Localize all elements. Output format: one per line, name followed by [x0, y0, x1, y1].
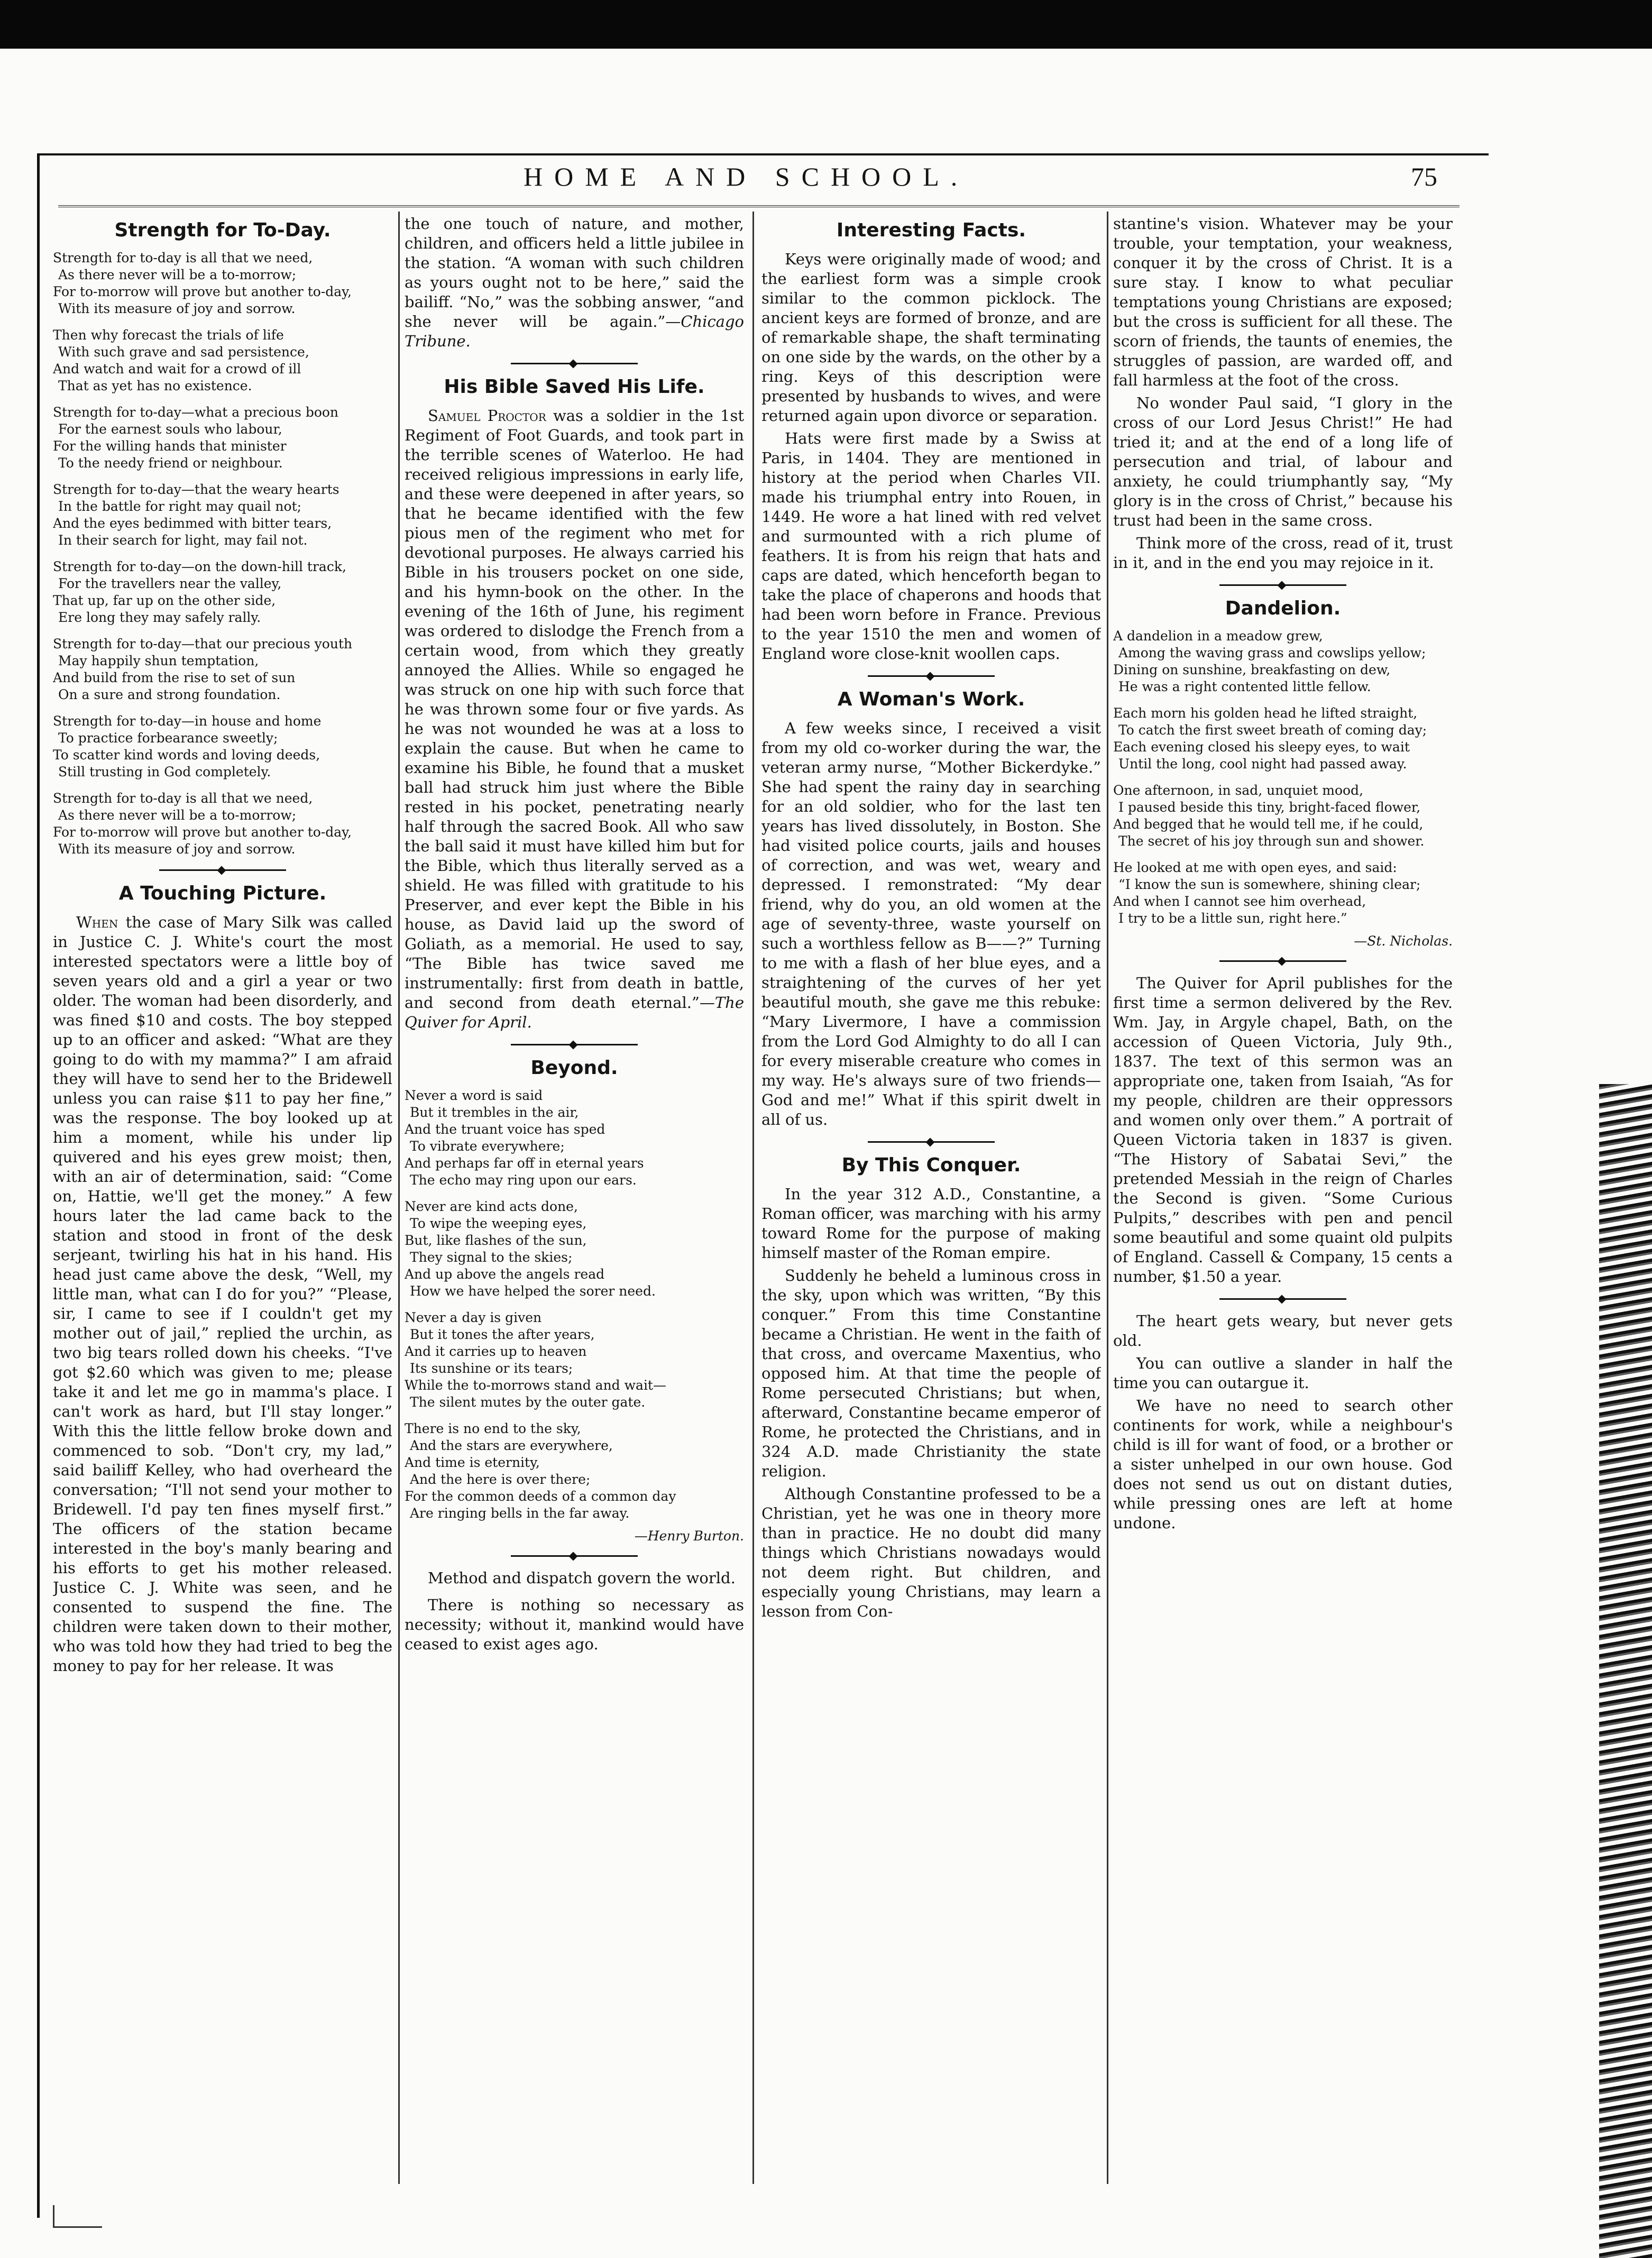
poem-line: With its measure of joy and sorrow. [58, 301, 296, 316]
poem-line: In the battle for right may quail not; [58, 499, 302, 514]
poem-line: Each evening closed his sleepy eyes, to wait [1113, 739, 1410, 755]
bible-title: His Bible Saved His Life. [444, 376, 705, 398]
column-4 [1113, 214, 1453, 2181]
poem-line: To vibrate everywhere; [410, 1139, 565, 1154]
facts-hats: Hats were first made by a Swiss at Paris, in 1404. They are mentioned in history at the period when Charles VII. made his triumphal entry into Rouen, in 1449. He wore a hat lined with red velvet and surmounted with a rich plume of feathers. It is from his reign that hats and caps are dated, which henceforth began to take the place of chaperons and hoods that had been worn before in France. Previous to the year 1510 the men and women of England wore close-knit woollen caps. [761, 429, 1101, 663]
dandelion-title: Dandelion. [1225, 598, 1341, 619]
poem-line: Still trusting in God completely. [58, 764, 271, 779]
column-1 [53, 214, 392, 2181]
poem-stanza [1113, 782, 1453, 850]
poem-line: To the needy friend or neighbour. [58, 455, 283, 471]
facts-keys: Keys were originally made of wood; and the earliest form was a simple crook similar to the common picklock. The ancient keys are formed of bronze, and are of remarkable shape, the shaft terminating on one side by the wards, on the other by a ring. Keys of this description were presented by husbands to wives, and were returned again upon divorce or separation. [761, 250, 1101, 425]
poem-stanza [53, 327, 392, 394]
section-divider [1219, 960, 1346, 962]
conquer-continued: stantine's vision. Whatever may be your trouble, your temptation, your weakness, conquer it by the cross of Christ. It is a sure stay. I know to what peculiar temptations young Christians are exposed; but the cross is sufficient for all these. The scorn of friends, the taunts of enemies, the struggles of passion, are warded off, and fall harmless at the foot of the cross. [1113, 215, 1453, 389]
page-top-shadow [0, 0, 1652, 49]
poem-line: To scatter kind words and loving deeds, [53, 747, 320, 763]
poem-stanza [405, 1420, 744, 1522]
strength-poem [53, 250, 392, 858]
search-paragraph: We have no need to search other continents for work, while a neighbour's child is ill for want of food, or a brother or a sister unhelped in our own house. God does not send us out on distant duties, while pressing ones are left at home undone. [1113, 1397, 1453, 1532]
method-paragraph: Method and dispatch govern the world. [428, 1569, 736, 1587]
poem-line: The silent mutes by the outer gate. [410, 1394, 646, 1410]
poem-line: The echo may ring upon our ears. [410, 1172, 637, 1188]
column-rule [752, 212, 754, 2184]
poem-line: One afternoon, in sad, unquiet mood, [1113, 783, 1364, 798]
poem-line: And time is eternity, [405, 1455, 540, 1470]
poem-stanza [1113, 859, 1453, 927]
poem-line: And when I cannot see him overhead, [1113, 894, 1366, 909]
beyond-poem [405, 1087, 744, 1522]
poem-line: And it carries up to heaven [405, 1344, 587, 1359]
poem-line: Strength for to-day—on the down-hill track, [53, 559, 346, 574]
poem-line: May happily shun temptation, [58, 653, 259, 668]
poem-line: And the eyes bedimmed with bitter tears, [53, 516, 332, 531]
slander-paragraph: You can outlive a slander in half the time you can outargue it. [1113, 1354, 1453, 1392]
poem-line: Strength for to-day is all that we need, [53, 791, 313, 806]
poem-stanza [53, 481, 392, 549]
poem-stanza [53, 790, 392, 858]
poem-line: There is no end to the sky, [405, 1421, 581, 1436]
poem-stanza [1113, 705, 1453, 773]
section-divider [159, 869, 286, 871]
section-divider [511, 363, 638, 364]
poem-line: Strength for to-day is all that we need, [53, 250, 313, 265]
poem-line: And build from the rise to set of sun [53, 670, 296, 685]
page-edge-shadow [1599, 1084, 1652, 2258]
poem-stanza [53, 558, 392, 626]
poem-line: I try to be a little sun, right here.” [1118, 911, 1347, 926]
poem-line: And begged that he would tell me, if he could, [1113, 816, 1424, 832]
poem-stanza [53, 636, 392, 703]
dandelion-poem [1113, 628, 1453, 927]
touching-text: the case of Mary Silk was called in Justice C. J. White's court the most interested spectators were a little boy of seven years old and a girl a year or two older. The woman had been disorderly, and was fined $10 and costs. The boy stepped up to an officer and asked: “What are they going to do with my mamma?” I am afraid they will have to send her to the Bridewell unless you can raise $11 to pay her fine,” was the response. The boy looked up at him a moment, while his under lip quivered and his eyes grew moist; then, with an air of determination, said: “Come on, Hattie, we'll get the money.” A few hours later the lad came back to the station and stood in front of the desk serjeant, twirling his hat in his hand. His head just came above the desk, “Well, my little man, what can I do for you?” “Please, sir, I came to see if I couldn't get my mother out of jail,” replied the urchin, as two big tears rolled down his cheeks. “I've got $2.60 which was given to me; please take it and let me go in mamma's place. I can't work as hard, but I'll stay longer.” With this the little fellow broke down and commenced to sob. “Don't cry, my lad,” said bailiff Kelley, who had overheard the conversation; “I'll not send your mother to Bridewell. I'd pay ten fines myself first.” The officers of the station became interested in the boy's manly bearing and his efforts to get his mother released. Justice C. J. White was seen, and he consented to suspend the fine. The children were taken down to their mother, who was told how they had tried to beg the money to pay for her release. It was [53, 913, 392, 1675]
column-rule [1107, 212, 1108, 2184]
touching-continued [405, 214, 744, 351]
poem-stanza [405, 1198, 744, 1300]
bible-text: was a soldier in the 1st Regiment of Foot Guards, and took part in the terrible scenes of Waterloo. He had received religious impressions in early life, and these were deepened in after years, so that he became identified with the few pious men of the regiment who met for devotional purposes. He always carried his Bible in his trousers pocket on one side, and his hymn-book on the other. In the evening of the 16th of June, his regiment was ordered to dislodge the French from a certain wood, from which they greatly annoyed the Allies. While so engaged he was struck on one hip with such force that he was thrown some four or five yards. As he was not wounded he was at a loss to explain the cause. But when he came to examine his Bible, he found that a musket ball had struck him just where the Bible rested in his pocket, penetrating nearly half through the sacred Book. All who saw the ball said it must have killed him but for the Bible, which thus literally served as a shield. He was filled with gratitude to his Preserver, and ever kept the Bible in his house, as David laid up the sword of Goliath, as a memorial. He used to say, “The Bible has twice saved me instrumentally: first from death in battle, and second from death eternal.” [405, 407, 744, 1012]
bible-lead: Samuel Proctor [428, 407, 546, 425]
running-head: HOME AND SCHOOL. [524, 162, 969, 191]
nothing-paragraph: There is nothing so necessary as necessity; without it, mankind would have ceased to exist ages ago. [405, 1596, 744, 1653]
poem-line: As there never will be a to-morrow; [58, 807, 297, 823]
section-divider [1219, 1298, 1346, 1300]
poem-line: While the to-morrows stand and wait— [405, 1378, 666, 1393]
poem-line: Each morn his golden head he lifted straight, [1113, 705, 1418, 721]
poem-stanza [405, 1087, 744, 1189]
poem-line: Its sunshine or its tears; [410, 1361, 573, 1376]
poem-line: For the travellers near the valley, [58, 576, 282, 591]
poem-line: And perhaps far off in eternal years [405, 1155, 644, 1171]
poem-line: Among the waving grass and cowslips yellow; [1118, 645, 1426, 660]
facts-title: Interesting Facts. [836, 219, 1026, 241]
section-divider [1219, 584, 1346, 586]
heart-paragraph: The heart gets weary, but never gets old. [1113, 1312, 1453, 1350]
poem-line: Ere long they may safely rally. [58, 610, 261, 625]
poem-line: Never a day is given [405, 1310, 542, 1325]
conquer-p2: Suddenly he beheld a luminous cross in the sky, upon which was written, “By this conquer.” From this time Constantine became a Christian. He went in the faith of that cross, and overcame Maxentius, who opposed him. At that time the people of Rome persecuted Christians; but when, afterward, Constantine became emperor of Rome, he protected the Christians, and in 324 A.D. made Christianity the state religion. [761, 1266, 1101, 1480]
section-divider [511, 1044, 638, 1045]
woman-body: A few weeks since, I received a visit from my old co-worker during the war, the veteran army nurse, “Mother Bickerdyke.” She had spent the rainy day in searching for an old soldier, who for the last ten years has lived dissolutely, in Boston. She had visited police courts, jails and houses of correction, and was wet, weary and depressed. I remonstrated: “My dear friend, why do you, an old women at the age of seventy-three, waste yourself on such a worthless fellow as B——?” Turning to me with a flash of her blue eyes, and a straightening of the curves of her yet beautiful mouth, she gave me this rebuke: “Mary Livermore, I have a commission from the Lord God Almighty to do all I can for every miserable creature who comes in my way. He's always sure of two friends—God and me!” What if this spirit dwelt in all of us. [761, 719, 1101, 1128]
poem-line: He looked at me with open eyes, and said: [1113, 860, 1397, 875]
touching-body [53, 913, 392, 1676]
conquer-p1: In the year 312 A.D., Constantine, a Roman officer, was marching with his army toward Rome for the purpose of making himself master of the Roman empire. [761, 1185, 1101, 1262]
poem-line: To practice forbearance sweetly; [58, 730, 278, 746]
touching-title: A Touching Picture. [118, 883, 327, 904]
poem-line: With such grave and sad persistence, [58, 344, 309, 360]
poem-line: For the earnest souls who labour, [58, 421, 282, 437]
poem-line: They signal to the skies; [410, 1250, 573, 1265]
poem-line: Dining on sunshine, breakfasting on dew, [1113, 662, 1391, 677]
poem-stanza [53, 250, 392, 317]
strength-title: Strength for To-Day. [114, 219, 331, 241]
poem-line: Never a word is said [405, 1088, 543, 1103]
beyond-title: Beyond. [530, 1057, 618, 1079]
margin-mark [53, 2205, 102, 2228]
poem-line: Never are kind acts done, [405, 1199, 578, 1214]
bible-source: —The Quiver for April. [405, 994, 744, 1031]
page-number: 75 [1411, 162, 1437, 191]
poem-line: For to-morrow will prove but another to-day, [53, 824, 352, 840]
touching-continued-text: the one touch of nature, and mother, children, and officers held a little jubilee in the station. “A woman with such children as yours ought not to be here,” said the bailiff. “No,” was the sobbing answer, “and she never will be again.” [405, 215, 744, 331]
poem-line: He was a right contented little fellow. [1118, 679, 1371, 694]
poem-line: On a sure and strong foundation. [58, 687, 281, 702]
poem-line: Until the long, cool night had passed away. [1118, 756, 1407, 772]
poem-stanza [1113, 628, 1453, 695]
poem-line: To wipe the weeping eyes, [410, 1216, 587, 1231]
quiver-notice: The Quiver for April publishes for the first time a sermon delivered by the Rev. Wm. Jay, in Argyle chapel, Bath, on the accession of Queen Victoria, July 9th., 1837. The text of this sermon was an appropriate one, taken from Isaiah, “As for my people, children are their oppressors and women only over them.” A portrait of Queen Victoria taken in 1837 is given. “The History of Sabatai Sevi,” the pretended Messiah in the reign of Charles the Second is given. “Some Curious Pulpits,” describes with pen and pencil some beautiful and some quaint old pulpits of England. Cassell & Company, 15 cents a number, $1.50 a year. [1113, 974, 1453, 1286]
poem-line: “I know the sun is somewhere, shining clear; [1118, 877, 1421, 892]
poem-line: And up above the angels read [405, 1266, 605, 1282]
poem-line: As there never will be a to-morrow; [58, 267, 297, 282]
header-rule [58, 205, 1460, 207]
woman-title: A Woman's Work. [837, 689, 1025, 710]
poem-line: For the common deeds of a common day [405, 1489, 676, 1504]
poem-line: Strength for to-day—that the weary hearts [53, 482, 339, 497]
poem-line: Strength for to-day—what a precious boon [53, 405, 339, 420]
column-3 [761, 214, 1101, 2181]
poem-line: For the willing hands that minister [53, 438, 287, 454]
touching-source: —Chicago Tribune. [405, 313, 744, 350]
poem-line: That up, far up on the other side, [53, 593, 276, 608]
dandelion-author: —St. Nicholas. [1354, 933, 1453, 949]
section-divider [868, 675, 995, 677]
poem-line: Then why forecast the trials of life [53, 327, 284, 343]
poem-line: And the here is over there; [410, 1472, 591, 1487]
column-rule [398, 212, 400, 2184]
poem-line: Strength for to-day—that our precious youth [53, 636, 353, 651]
poem-line: And the truant voice has sped [405, 1122, 605, 1137]
poem-line: But, like flashes of the sun, [405, 1233, 587, 1248]
poem-line: And the stars are everywhere, [410, 1438, 613, 1453]
bible-body [405, 406, 744, 1032]
section-divider [511, 1555, 638, 1557]
page-top-margin [0, 49, 1652, 154]
conquer-p3: Although Constantine professed to be a Christian, yet he was one in theory more than in practice. He no doubt did many things which Christians nowadays would not deem right. But children, and especially young Christians, may learn a lesson from Con- [761, 1485, 1101, 1620]
poem-line: But it trembles in the air, [410, 1105, 579, 1120]
poem-stanza [53, 404, 392, 472]
poem-stanza [53, 713, 392, 781]
poem-line: That as yet has no existence. [58, 378, 252, 393]
poem-line: The secret of his joy through sun and shower. [1118, 833, 1425, 849]
poem-line: For to-morrow will prove but another to-day, [53, 284, 352, 299]
poem-line: With its measure of joy and sorrow. [58, 841, 296, 857]
poem-line: How we have helped the sorer need. [410, 1283, 656, 1299]
poem-line: A dandelion in a meadow grew, [1113, 628, 1323, 644]
beyond-author: —Henry Burton. [634, 1528, 744, 1544]
poem-line: To catch the first sweet breath of coming day; [1118, 722, 1427, 738]
poem-line: But it tones the after years, [410, 1327, 595, 1342]
paul-paragraph: No wonder Paul said, “I glory in the cross of our Lord Jesus Christ!” He had tried it; and at the end of a long life of persecution and trial, of labour and anxiety, he could triumphantly say, “My glory is in the cross of Christ,” because his trust had been in the same cross. [1113, 394, 1453, 529]
touching-lead: When [76, 913, 118, 931]
poem-stanza [405, 1309, 744, 1411]
section-divider [868, 1141, 995, 1143]
conquer-title: By This Conquer. [841, 1154, 1021, 1176]
poem-line: Are ringing bells in the far away. [410, 1506, 630, 1521]
poem-line: I paused beside this tiny, bright-faced flower, [1118, 800, 1421, 815]
column-2 [405, 214, 744, 2181]
think-paragraph: Think more of the cross, read of it, trust in it, and in the end you may rejoice in it. [1113, 534, 1453, 572]
poem-line: And watch and wait for a crowd of ill [53, 361, 301, 377]
poem-line: In their search for light, may fail not. [58, 533, 308, 548]
poem-line: Strength for to-day—in house and home [53, 713, 322, 729]
